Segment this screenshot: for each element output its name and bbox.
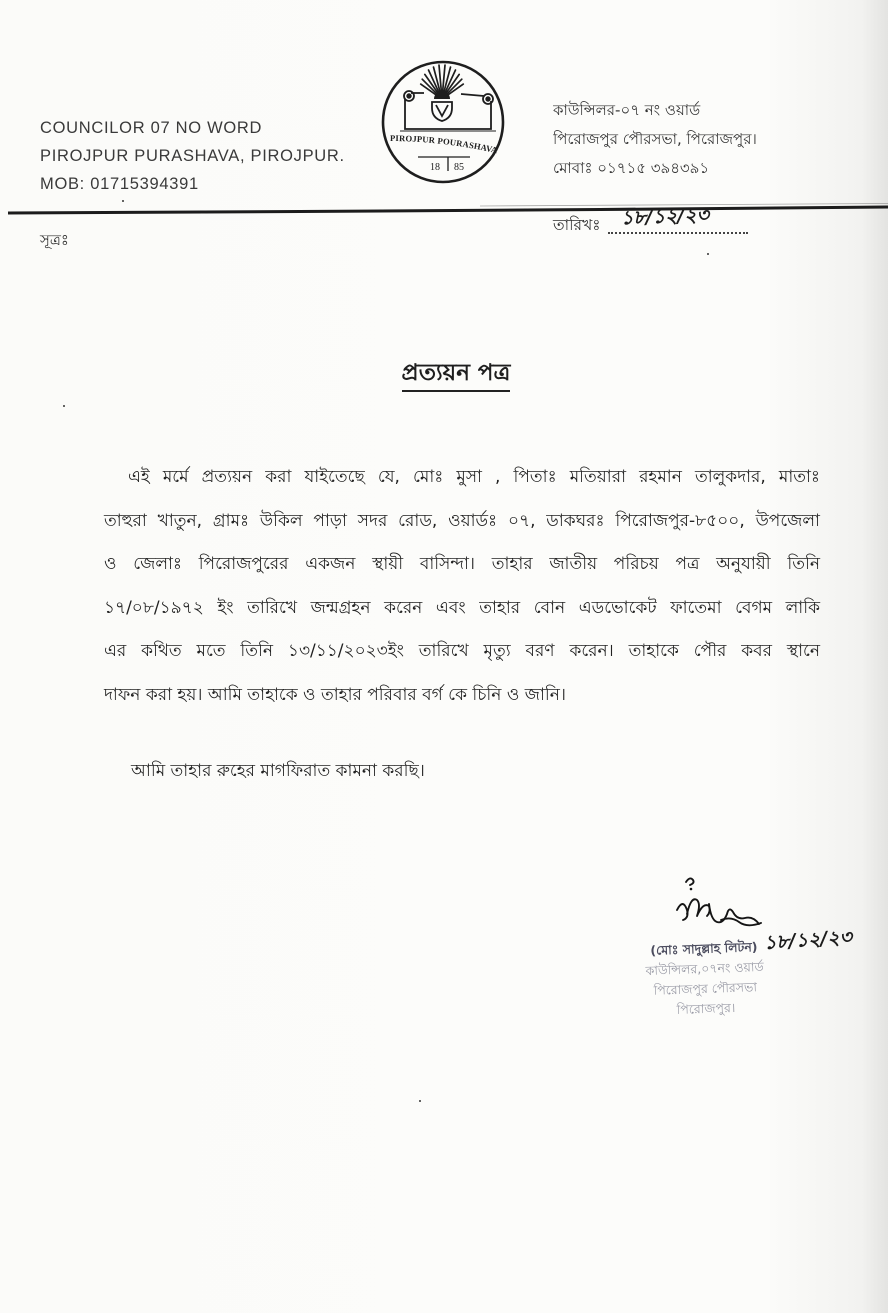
body-line: এই মর্মে প্রত্যয়ন করা যাইতেছে যে, মোঃ মুসা , পিতাঃ মতিয়ারা রহমান তালুকদার, মাতাঃ (128, 467, 820, 487)
reference-label: সূত্রঃ (40, 231, 69, 249)
councilor-ward-line-bn: কাউন্সিলর-০৭ নং ওয়ার্ড (553, 101, 701, 119)
body-line: ১৭/০৮/১৯৭২ ইং তারিখে জন্মগ্রহন করেন এবং তাহার বোন এডভোকেট ফাতেমা বেগম লাকি (104, 597, 820, 618)
signature-date-handwritten: ১৮/১২/২৩ (763, 926, 853, 955)
municipality-line: PIROJPUR PURASHAVA, PIROJPUR. (40, 147, 345, 165)
mobile-line: MOB: 01715394391 (40, 175, 199, 193)
councilor-stamp (619, 936, 792, 1022)
body-line: তাহুরা খাতুন, গ্রামঃ উকিল পাড়া সদর রোড, ওয়ার্ডঃ ০৭, ডাকঘরঃ পিরোজপুর-৮৫০০, উপজেলা (104, 510, 820, 531)
letterhead-english (40, 114, 345, 198)
body-line: দাফন করা হয়। আমি তাহাকে ও তাহার পরিবার বর্গ কে চিনি ও জানি। (104, 684, 566, 705)
seal-year-left: 18 (430, 162, 440, 173)
handwritten-signature-icon (665, 868, 775, 948)
title-text: প্রত্যয়ন পত্র (402, 358, 511, 392)
mobile-line-bn: মোবাঃ ০১৭১৫ ৩৯৪৩৯১ (553, 159, 710, 177)
boat-shield-icon (432, 102, 452, 121)
body-line: এর কথিত মতে তিনি ১৩/১১/২০২৩ইং তারিখে মৃত্যু বরণ করেন। তাহাকে পৌর কবর স্থানে (104, 641, 820, 661)
municipality-seal-icon (378, 57, 508, 187)
body-line: ও জেলাঃ পিরোজপুরের একজন স্থায়ী বাসিন্দা। তাহার জাতীয় পরিচয় পত্র অনুযায়ী তিনি (104, 554, 820, 574)
stamp-name: (মোঃ সাদুল্লাহ লিটন) (650, 939, 758, 958)
stamp-place: পিরোজপুর। (676, 999, 736, 1018)
scan-speck (122, 200, 124, 202)
document-title (356, 358, 556, 392)
certificate-body (104, 456, 820, 717)
municipality-line-bn: পিরোজপুর পৌরসভা, পিরোজপুর। (553, 130, 757, 148)
letterhead-divider (0, 198, 888, 220)
scan-speck (419, 1100, 421, 1102)
councilor-ward-line: COUNCILOR 07 NO WORD (40, 119, 263, 137)
letterhead-bengali (553, 96, 853, 183)
date-value-handwritten: ১৮/১২/২৩ (620, 204, 710, 230)
scan-speck (63, 405, 65, 407)
date-label: তারিখঃ (553, 216, 601, 234)
stamp-office: পিরোজপুর পৌরসভা (653, 979, 758, 998)
seal-name-text: PIROJPUR POURASHAVA (389, 132, 499, 156)
sun-rays-icon (421, 65, 464, 99)
date-dotted-line (608, 232, 748, 234)
stamp-designation: কাউন্সিলর,০৭নং ওয়ার্ড (645, 958, 764, 979)
scan-speck (707, 253, 709, 255)
seal-year-right: 85 (454, 162, 464, 173)
closing-prayer: আমি তাহার রুহের মাগফিরাত কামনা করছি। (131, 761, 425, 781)
